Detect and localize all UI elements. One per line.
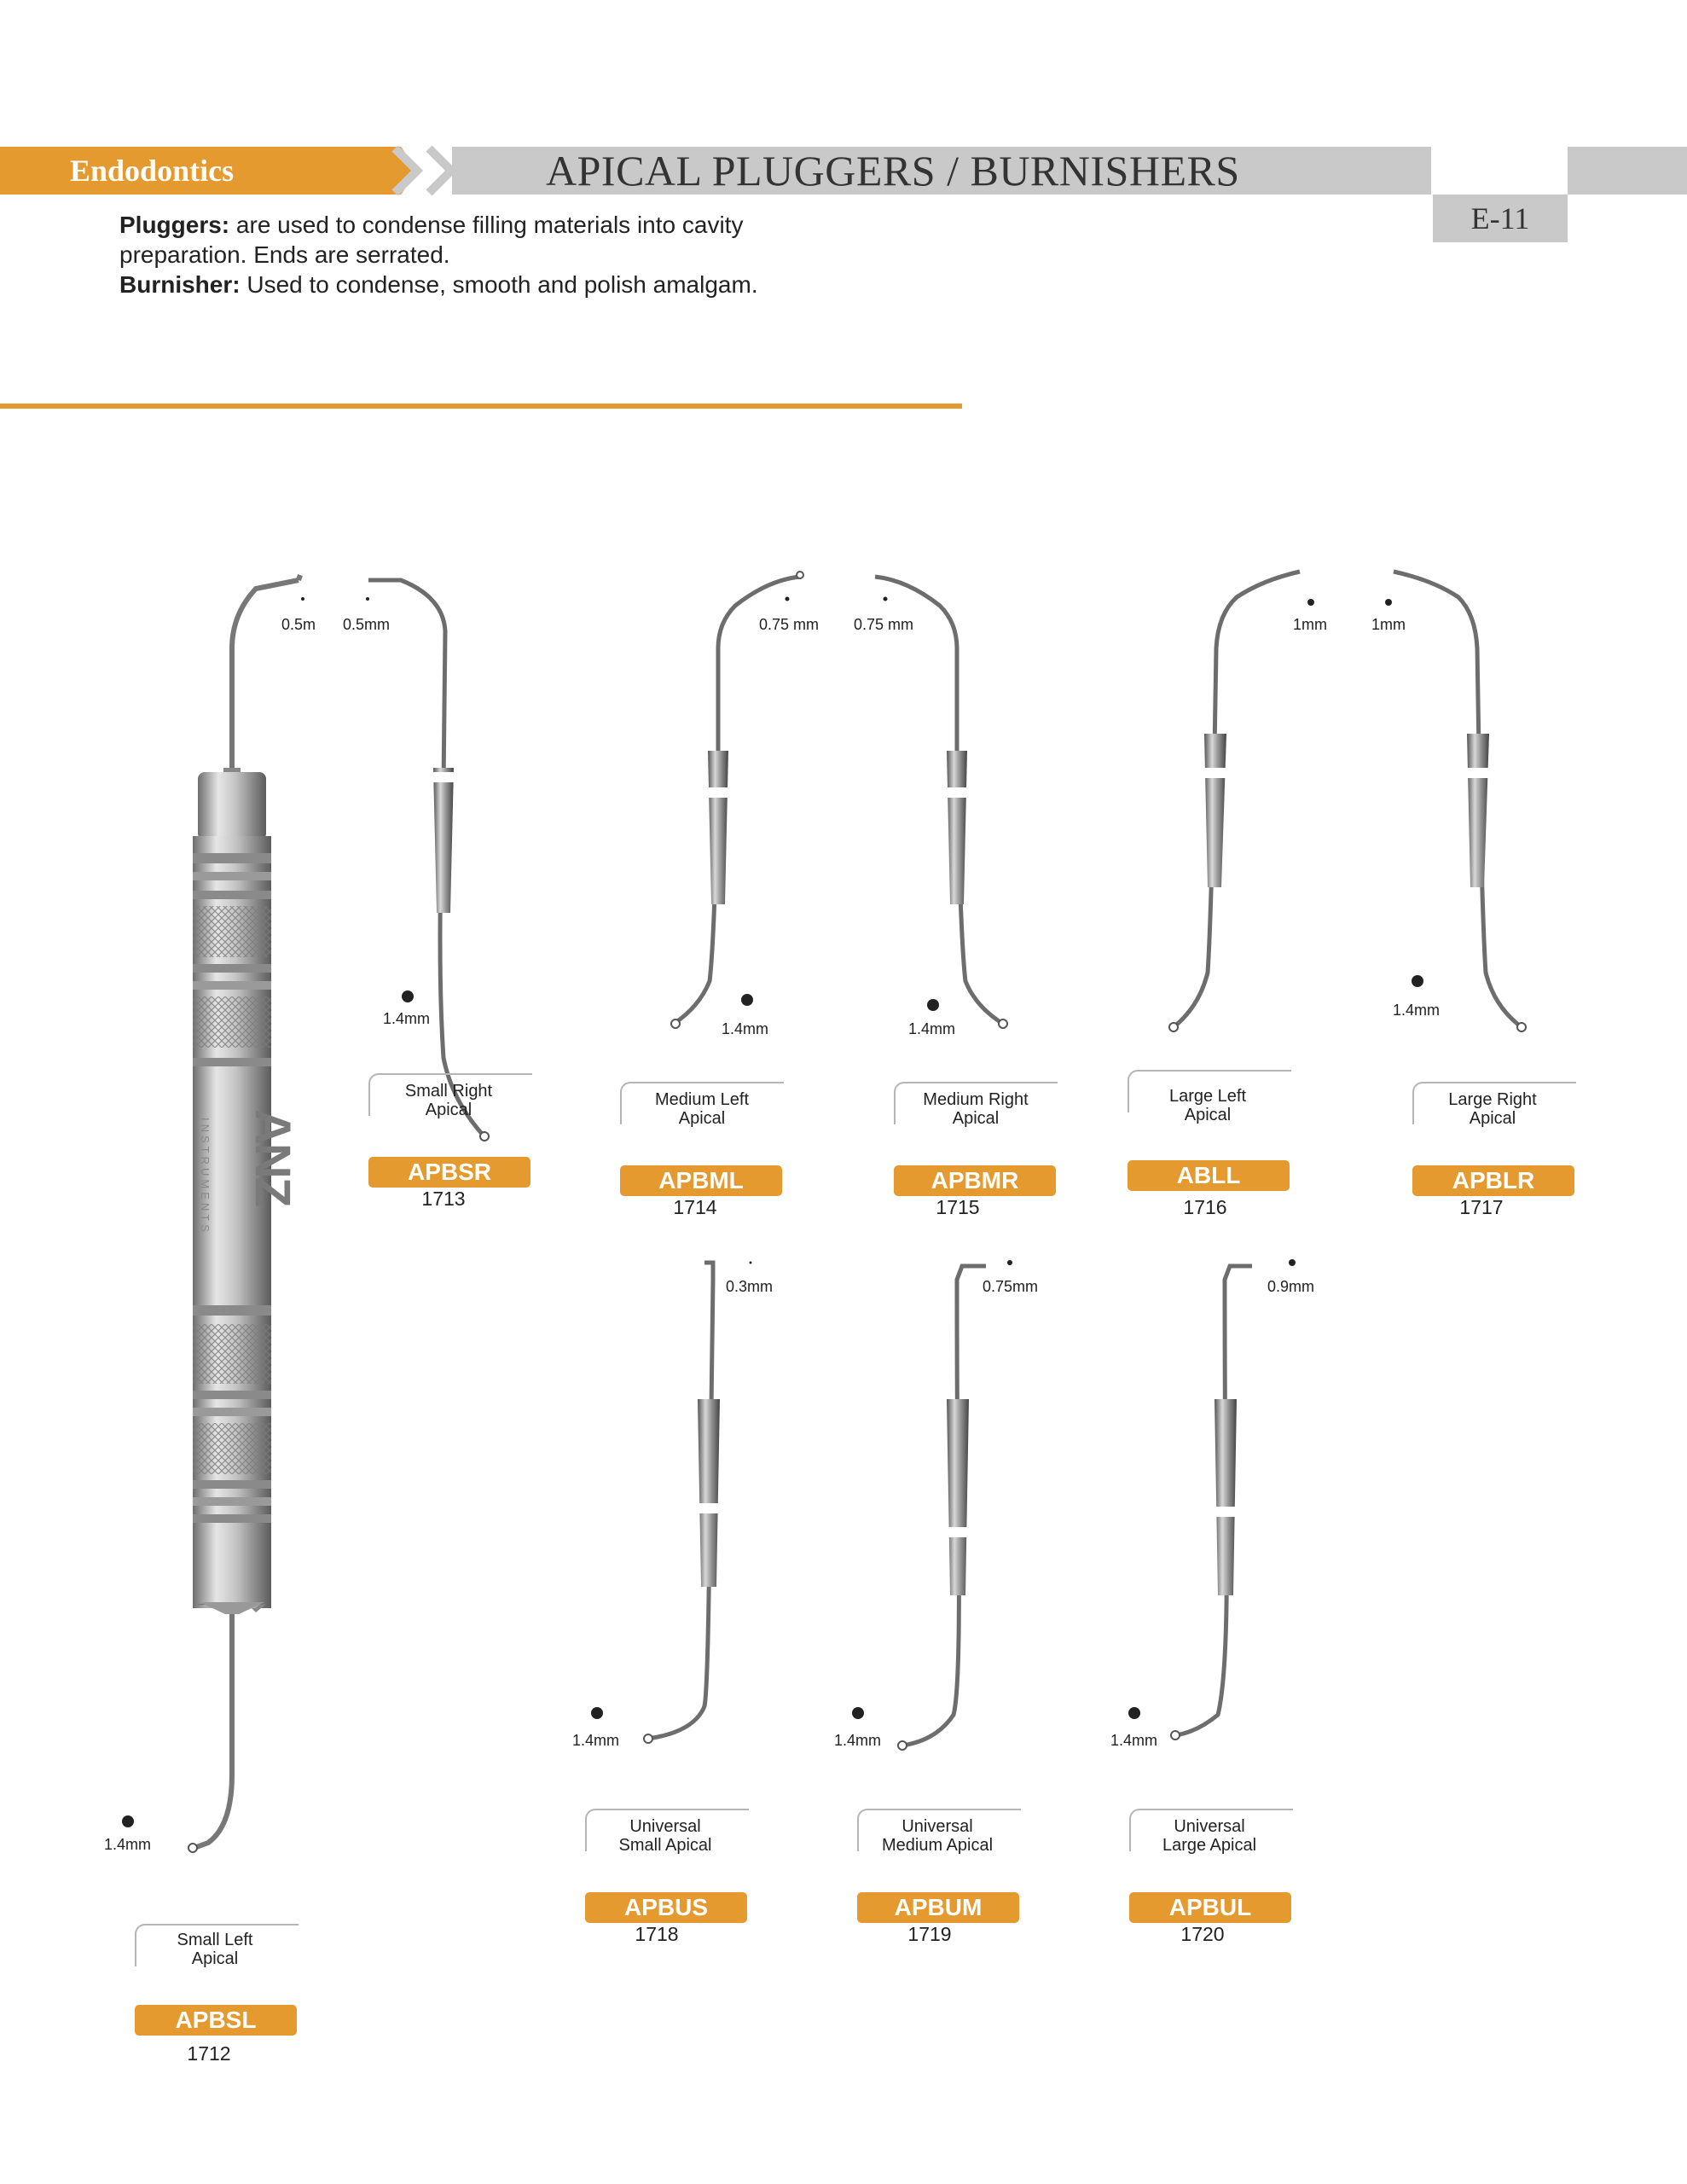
page-title: APICAL PLUGGERS / BURNISHERS [546,147,1240,195]
product-label-apbml: Medium Left Apical [654,1090,750,1128]
product-number-apbsl: 1712 [187,2042,231,2065]
product-code-apbmr: APBMR [894,1165,1056,1196]
product-number-apbum: 1719 [907,1923,952,1945]
product-number-apbul: 1720 [1180,1923,1225,1945]
dim-apbul-tip: 1.4mm [1110,1732,1158,1749]
dim-apbsr-top-left: 0.5m [281,616,316,633]
product-code-apbsr: APBSR [368,1157,530,1188]
dim-apbsr-tip: 1.4mm [383,1010,431,1027]
product-label-apbmr: Medium Right Apical [923,1090,1029,1128]
instrument-apblr [1394,572,1526,1031]
pluggers-text-2: preparation. Ends are serrated. [119,241,450,268]
brand-name: ANZ [245,1109,300,1206]
dim-apbus-tip: 1.4mm [572,1732,620,1749]
instrument-abll [1169,572,1300,1031]
product-label-apbum: Universal Medium Apical [881,1817,994,1855]
product-code-apbsl: APBSL [135,2005,297,2036]
dim-apbmr-top: 0.75 mm [854,616,914,633]
burnisher-text: Used to condense, smooth and polish amalgam. [240,271,758,298]
brand-tagline: INSTRUMENTS [199,1118,212,1235]
dim-apbum-tip: 1.4mm [834,1732,882,1749]
pluggers-text: are used to condense filling materials into cavity [229,212,744,238]
instrument-apbmr [875,577,1007,1028]
category-label: Endodontics [70,154,235,188]
product-label-apbul: Universal Large Apical [1162,1817,1257,1855]
product-code-apbul: APBUL [1129,1892,1291,1923]
instrument-apbml [671,572,803,1028]
dim-apblr-tip: 1.4mm [1393,1002,1441,1019]
product-code-apbum: APBUM [857,1892,1019,1923]
pluggers-term: Pluggers: [119,212,230,238]
dim-apbmr-tip: 1.4mm [908,1020,956,1037]
product-code-abll: ABLL [1128,1160,1290,1191]
burnisher-term: Burnisher: [119,271,241,298]
product-number-apbml: 1714 [673,1196,717,1218]
product-label-apbsl: Small Left Apical [177,1931,253,1968]
instrument-apbsr [368,580,489,1141]
dim-abll-top: 1mm [1293,616,1327,633]
product-number-apbmr: 1715 [936,1196,980,1218]
product-label-apblr: Large Right Apical [1448,1090,1537,1128]
instrument-apbul [1171,1266,1252,1740]
dim-apbus-top: 0.3mm [726,1278,774,1295]
product-number-abll: 1716 [1183,1196,1227,1218]
dim-apblr-top: 1mm [1371,616,1406,633]
instrument-apbus [644,1263,723,1743]
brand-tagline-wrap [194,1118,215,1254]
product-label-apbsr: Small Right Apical [404,1082,493,1119]
dim-apbsr-top-right: 0.5mm [343,616,391,633]
dim-apbml-tip: 1.4mm [722,1020,769,1037]
dim-apbml-top: 0.75 mm [759,616,820,633]
product-number-apblr: 1717 [1459,1196,1504,1218]
instrument-apbum [898,1266,986,1750]
dim-apbul-top: 0.9mm [1267,1278,1315,1295]
product-label-apbus: Universal Small Apical [618,1817,712,1855]
page-number: E-11 [1433,195,1568,242]
product-number-apbus: 1718 [635,1923,679,1945]
product-code-apbus: APBUS [585,1892,747,1923]
product-number-apbsr: 1713 [421,1188,466,1210]
product-code-apbml: APBML [620,1165,782,1196]
dim-apbsl-tip: 1.4mm [104,1836,152,1853]
product-label-abll: Large Left Apical [1168,1087,1247,1124]
product-code-apblr: APBLR [1412,1165,1574,1196]
dim-apbum-top: 0.75mm [983,1278,1039,1295]
